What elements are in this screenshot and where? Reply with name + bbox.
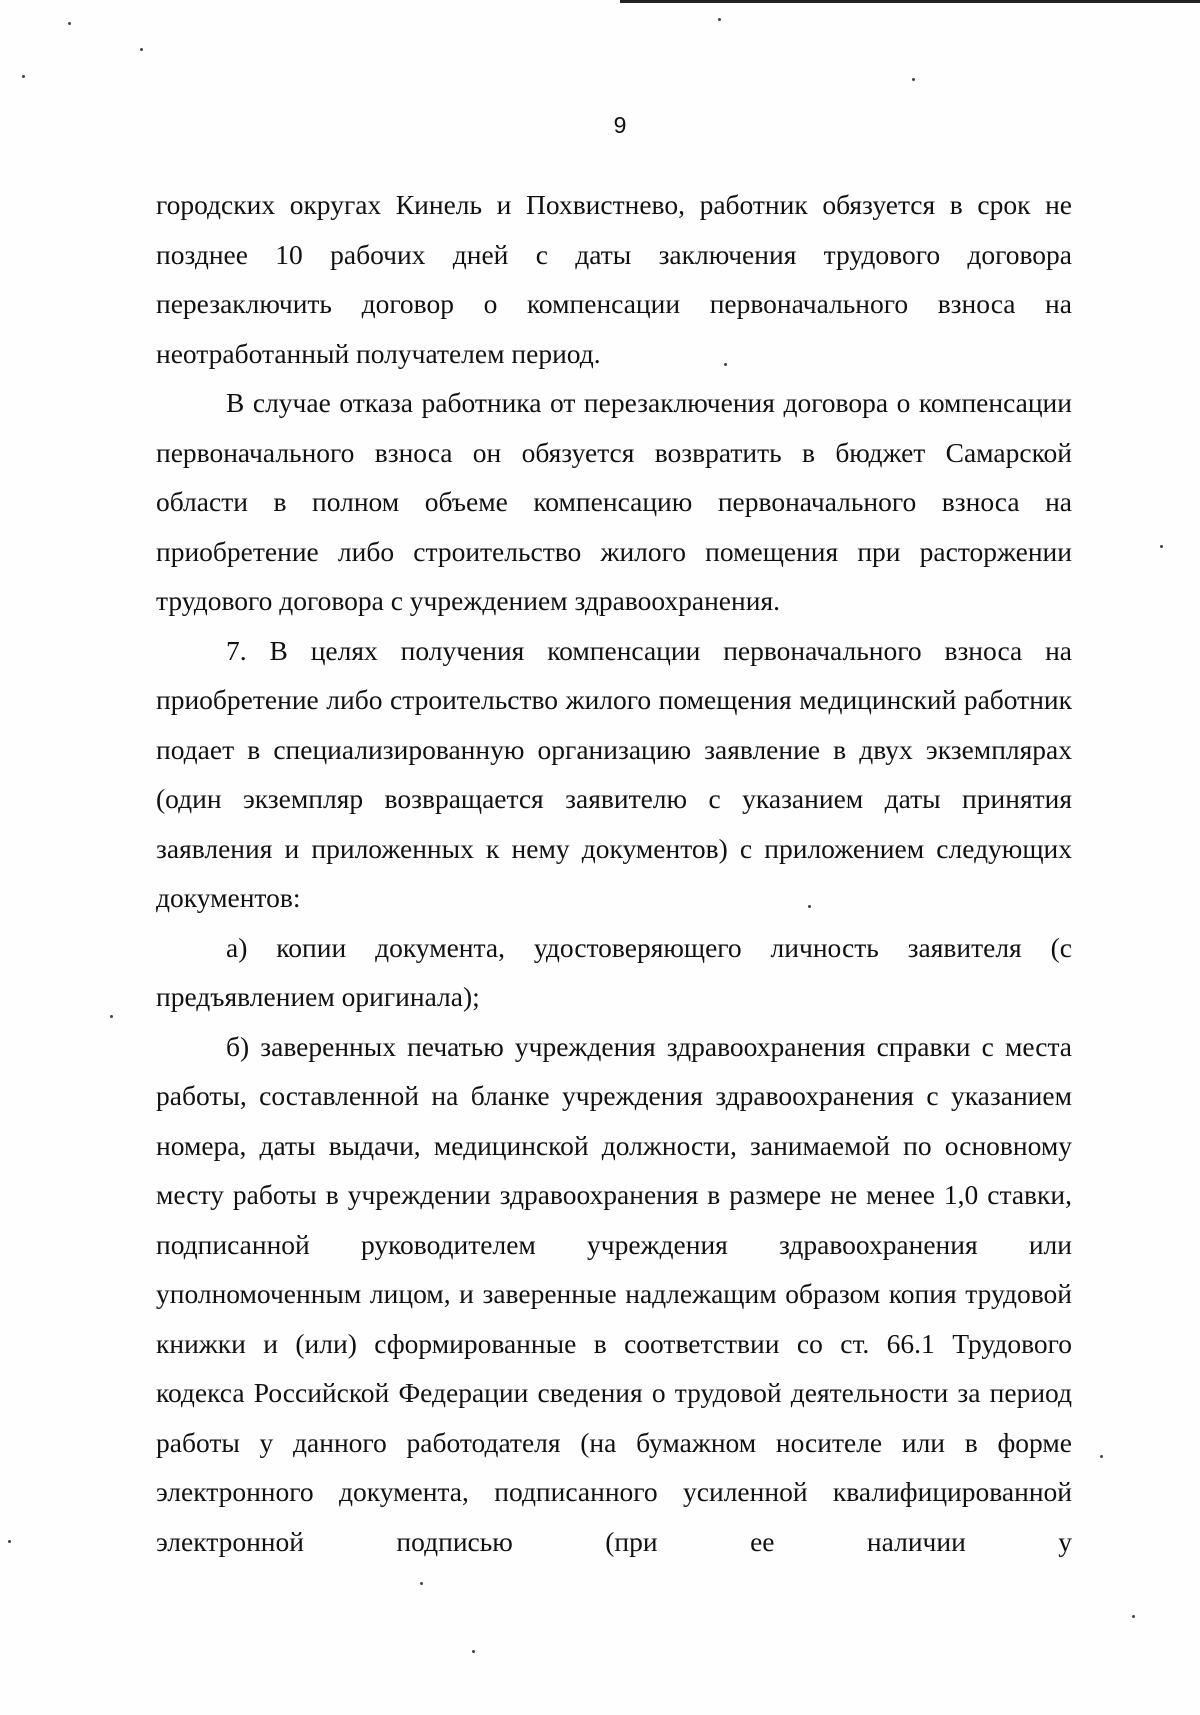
scan-speck bbox=[420, 1582, 423, 1585]
scan-speck bbox=[912, 78, 915, 81]
scan-speck bbox=[68, 22, 71, 25]
scan-speck bbox=[8, 1540, 11, 1543]
page-number: 9 bbox=[613, 112, 627, 138]
scan-speck bbox=[718, 18, 721, 21]
document-body bbox=[156, 180, 1072, 1566]
scan-speck bbox=[1132, 1615, 1135, 1618]
paragraph-continuation: городских округах Кинель и Похвистнево, работник обязуется в срок не позднее 10 рабочих дней с даты заключения трудового договора перезаключить договор о компенсации первоначального взноса на неотработанный получателем период. bbox=[156, 189, 1072, 369]
scan-speck bbox=[140, 48, 143, 51]
paragraph-subitem-a: а) копии документа, удостоверяющего личность заявителя (с предъявлением оригинала); bbox=[156, 931, 1072, 1012]
scan-speck bbox=[22, 75, 25, 78]
scan-speck bbox=[1160, 545, 1163, 548]
scan-speck bbox=[808, 905, 811, 908]
scan-speck bbox=[110, 1015, 113, 1018]
scan-speck bbox=[1100, 1455, 1103, 1458]
scan-speck bbox=[472, 1650, 475, 1653]
paragraph-refusal-case: В случае отказа работника от перезаключения договора о компенсации первоначального взноса он обязуется возвратить в бюджет Самарской области в полном объеме компенсацию первоначального взноса на приобретение либо строительство жилого помещения при расторжении трудового договора с учреждением здравоохранения. bbox=[156, 387, 1072, 616]
paragraph-subitem-b: б) заверенных печатью учреждения здравоохранения справки с места работы, составленной на бланке учреждения здравоохранения с указанием номера, даты выдачи, медицинской должности, занимаемой по основному месту работы в учреждении здравоохранения в размере не менее 1,0 ставки, подписанной руководителем учреждения здравоохранения или уполномоченным лицом, и заверенные надлежащим образом копия трудовой книжки и (или) сформированные в соответствии со ст. 66.1 Трудового кодекса Российской Федерации сведения о трудовой деятельности за период работы у данного работодателя (на бумажном носителе или в форме электронного документа, подписанного усиленной квалифицированной электронной подписью (при ее наличии у bbox=[156, 1030, 1072, 1557]
top-edge-rule bbox=[620, 0, 1200, 3]
scan-speck bbox=[724, 363, 727, 366]
paragraph-item-7: 7. В целях получения компенсации первоначального взноса на приобретение либо строительство жилого помещения медицинский работник подает в специализированную организацию заявление в двух экземплярах (один экземпляр возвращается заявителю с указанием даты принятия заявления и приложенных к нему документов) с приложением следующих документов: bbox=[156, 634, 1072, 913]
